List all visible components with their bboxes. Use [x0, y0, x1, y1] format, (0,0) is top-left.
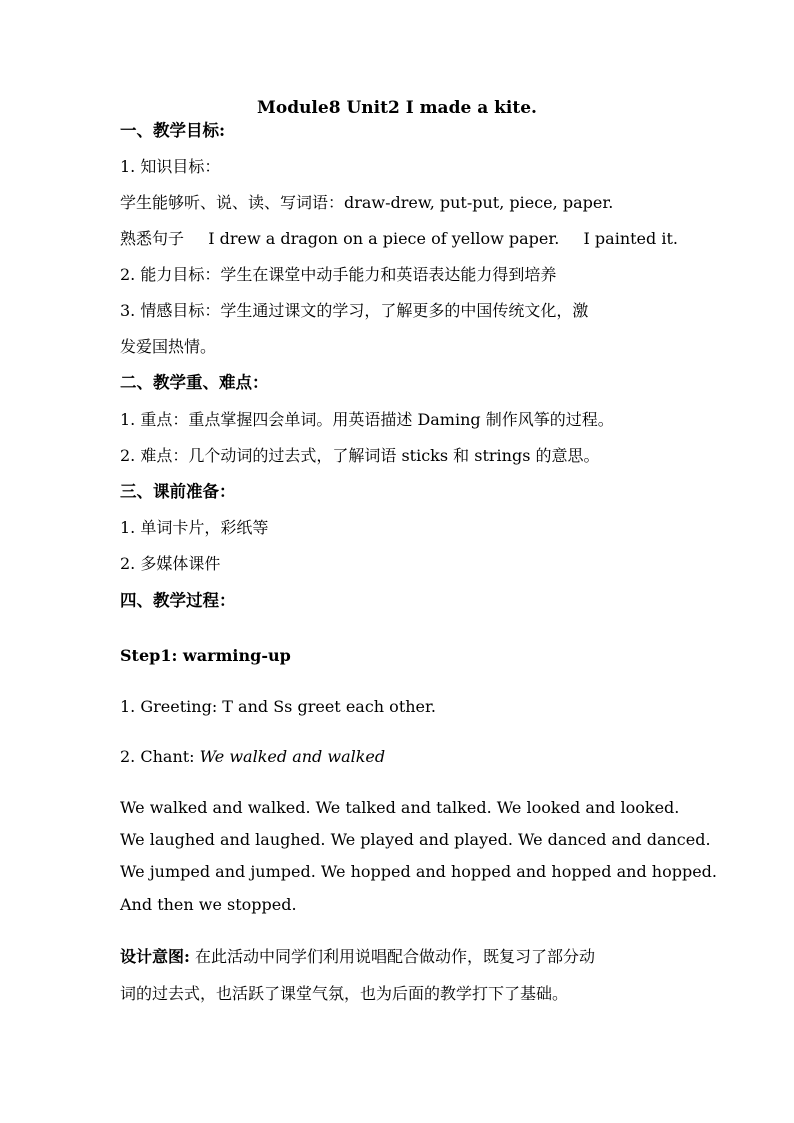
section1-heading: 一、教学目标: — [120, 121, 226, 140]
chant-label: 2. Chant: — [120, 747, 200, 766]
sentence-2: I painted it. — [583, 229, 678, 248]
design-text: 在此活动中同学们利用说唱配合做动作，既复习了部分动 — [189, 947, 596, 966]
section2-heading: 二、教学重、难点： — [120, 373, 269, 392]
chant-line: We laughed and laughed. We played and played. We danced and danced. — [120, 830, 711, 849]
section2-item1: 1. 重点：重点掌握四会单词。用英语描述 Daming 制作风筝的过程。 — [120, 410, 614, 429]
section1-item2: 2. 能力目标：学生在课堂中动手能力和英语表达能力得到培养 — [120, 265, 557, 284]
section1-item1: 1. 知识目标： — [120, 157, 221, 176]
design-intent-line2: 词的过去式，也活跃了课堂气氛，也为后面的教学打下了基础。 — [120, 984, 569, 1003]
chant-title: We walked and walked — [199, 747, 386, 766]
section3-item1: 1. 单词卡片，彩纸等 — [120, 518, 269, 537]
design-intent-line1 — [120, 947, 595, 967]
section1-item3-line1: 3. 情感目标：学生通过课文的学习，了解更多的中国传统文化，激 — [120, 301, 589, 320]
chant-line: And then we stopped. — [120, 895, 297, 914]
design-label: 设计意图: — [120, 947, 190, 966]
section3-item2: 2. 多媒体课件 — [120, 554, 221, 573]
step1-chant-line — [120, 747, 385, 767]
section4-heading: 四、教学过程： — [120, 591, 236, 610]
sentence-1: I drew a dragon on a piece of yellow paper. — [208, 229, 560, 248]
chant-line: We walked and walked. We talked and talked. We looked and looked. — [120, 798, 680, 817]
chant-line: We jumped and jumped. We hopped and hopped and hopped and hopped. — [120, 862, 717, 881]
section1-vocab-line: 学生能够听、说、读、写词语：draw-drew, put-put, piece, paper. — [120, 193, 614, 212]
step1-greeting: 1. Greeting: T and Ss greet each other. — [120, 697, 436, 716]
section3-heading: 三、课前准备： — [120, 482, 236, 501]
document-title: Module8 Unit2 I made a kite. — [257, 98, 537, 118]
step1-heading: Step1: warming-up — [120, 646, 291, 665]
sentence-label: 熟悉句子 — [120, 229, 185, 248]
section2-item2: 2. 难点：几个动词的过去式，了解词语 sticks 和 strings 的意思。 — [120, 446, 600, 465]
section1-item3-line2: 发爱国热情。 — [120, 337, 217, 356]
section1-sentence-line — [120, 229, 678, 249]
